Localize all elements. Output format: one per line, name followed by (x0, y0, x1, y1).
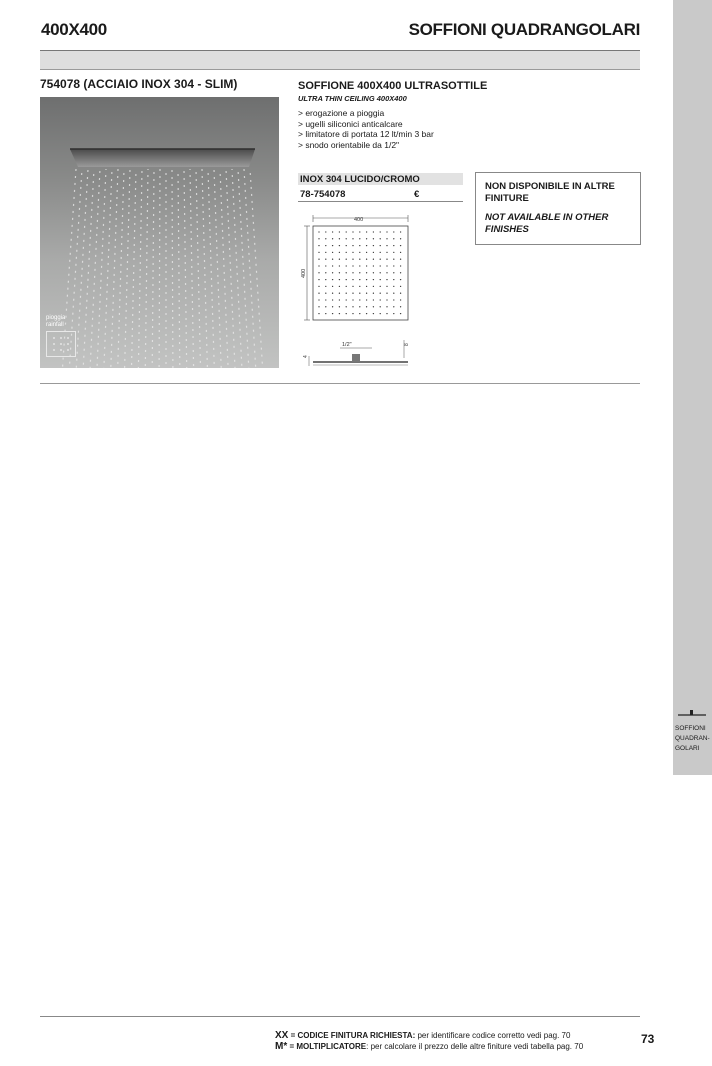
side-label-line: GOLARI (675, 745, 700, 752)
nozzle-dot (380, 293, 381, 294)
photo-caption-en: rainfall (46, 322, 64, 328)
feature-list (298, 108, 434, 150)
nozzle-dot (393, 286, 394, 287)
water-stream (172, 169, 173, 368)
section-divider (40, 383, 640, 384)
nozzle-dot (400, 313, 401, 314)
nozzle-dot (400, 252, 401, 253)
footer-notes (275, 1030, 583, 1052)
nozzle-dot (400, 279, 401, 280)
nozzle-dot (366, 286, 367, 287)
nozzle-dot (325, 272, 326, 273)
nozzle-dot (318, 293, 319, 294)
nozzle-dot (339, 238, 340, 239)
footnote-xx-key: XX (275, 1030, 289, 1041)
water-stream (132, 169, 137, 368)
nozzle-dot (332, 238, 333, 239)
nozzle-dot (380, 306, 381, 307)
nozzle-dot (359, 306, 360, 307)
nozzle-dot (318, 306, 319, 307)
nozzle-dot (373, 238, 374, 239)
footnote-m-label: = MOLTIPLICATORE (287, 1042, 367, 1051)
nozzle-dot (380, 299, 381, 300)
nozzle-dot (346, 231, 347, 232)
side-index-bar (673, 0, 712, 775)
header-band (40, 51, 640, 70)
nozzle-dot (346, 306, 347, 307)
water-stream (232, 169, 242, 368)
notice-english: NOT AVAILABLE IN OTHER FINISHES (485, 212, 609, 235)
water-stream (190, 169, 194, 368)
nozzle-dot (332, 299, 333, 300)
water-stream (220, 169, 228, 368)
nozzle-dot (339, 306, 340, 307)
nozzle-dot (400, 259, 401, 260)
nozzle-dot (359, 231, 360, 232)
nozzle-dot (393, 238, 394, 239)
nozzle-dot (366, 265, 367, 266)
side-label-line: QUADRAN- (675, 735, 710, 742)
nozzle-dot (318, 238, 319, 239)
nozzle-dot (346, 313, 347, 314)
nozzle-dot (346, 272, 347, 273)
water-stream (238, 169, 249, 368)
nozzle-dot (318, 231, 319, 232)
nozzle-dot (393, 313, 394, 314)
nozzle-dot (325, 313, 326, 314)
price-symbol: € (414, 189, 420, 200)
nozzle-dot (373, 259, 374, 260)
nozzle-dot (339, 299, 340, 300)
nozzle-dot (393, 231, 394, 232)
water-stream (125, 169, 130, 368)
nozzle-dot (325, 279, 326, 280)
water-stream (76, 169, 88, 368)
nozzle-dot (400, 245, 401, 246)
water-stream (111, 169, 118, 368)
nozzle-dot (393, 252, 394, 253)
nozzle-dot (400, 238, 401, 239)
nozzle-dot (373, 286, 374, 287)
nozzle-dot (366, 252, 367, 253)
dim-connector-label: 1/2" (342, 342, 352, 348)
nozzle-dot (366, 272, 367, 273)
water-stream (196, 169, 201, 368)
nozzle-dot (373, 272, 374, 273)
nozzle-dot (386, 245, 387, 246)
nozzle-dot (359, 238, 360, 239)
nozzle-dot (359, 272, 360, 273)
nozzle-dot (352, 238, 353, 239)
nozzle-dot (393, 259, 394, 260)
nozzle-dot (339, 272, 340, 273)
nozzle-dot (332, 313, 333, 314)
nozzle-dot (318, 299, 319, 300)
nozzle-dot (346, 286, 347, 287)
nozzle-dot (366, 313, 367, 314)
nozzle-dot (332, 252, 333, 253)
nozzle-dot (352, 231, 353, 232)
nozzle-dot (325, 286, 326, 287)
shower-head-icon (676, 708, 708, 718)
nozzle-dot (373, 293, 374, 294)
footer-divider (40, 1016, 640, 1017)
nozzle-dot (386, 299, 387, 300)
footnote-finish-code (275, 1030, 583, 1041)
nozzle-dot (346, 279, 347, 280)
nozzle-dot (393, 279, 394, 280)
page-size-title: 400X400 (41, 20, 107, 39)
water-stream (97, 169, 106, 368)
nozzle-dot (332, 286, 333, 287)
nozzle-dot (380, 279, 381, 280)
nozzle-dot (352, 299, 353, 300)
photo-caption-it: pioggia (46, 315, 66, 321)
dim-width-label: 400 (354, 217, 364, 223)
nozzle-dot (393, 306, 394, 307)
notice-italian: NON DISPONIBILE IN ALTRE FINITURE (485, 181, 615, 204)
nozzle-dot (386, 231, 387, 232)
nozzle-dot (332, 245, 333, 246)
availability-notice (475, 172, 641, 245)
nozzle-dot (359, 313, 360, 314)
nozzle-dot (352, 265, 353, 266)
nozzle-dot (332, 306, 333, 307)
rain-shower-illustration (40, 97, 279, 368)
nozzle-dot (325, 306, 326, 307)
nozzle-dot (346, 245, 347, 246)
nozzle-dot (380, 265, 381, 266)
nozzle-dot (339, 313, 340, 314)
nozzle-dot (380, 272, 381, 273)
technical-drawing (296, 212, 416, 372)
nozzle-dot (318, 286, 319, 287)
nozzle-dot (352, 306, 353, 307)
nozzle-dot (393, 265, 394, 266)
nozzle-dot (346, 265, 347, 266)
water-stream (178, 169, 180, 368)
water-stream (90, 169, 100, 368)
water-stream (152, 169, 154, 368)
footnote-m-text: : per calcolare il prezzo delle altre finiture vedi tabella pag. 70 (366, 1042, 584, 1051)
nozzle-dot (346, 293, 347, 294)
nozzle-dot (400, 265, 401, 266)
nozzle-dot (318, 313, 319, 314)
nozzle-dot (393, 293, 394, 294)
nozzle-dot (386, 265, 387, 266)
dim-thickness-label: 8 (404, 343, 410, 346)
nozzle-dot (339, 245, 340, 246)
nozzle-dot (386, 252, 387, 253)
nozzle-dot (318, 252, 319, 253)
nozzle-dot (332, 265, 333, 266)
nozzle-dot (352, 286, 353, 287)
nozzle-dot (325, 252, 326, 253)
nozzle-dot (332, 279, 333, 280)
nozzle-dot (366, 279, 367, 280)
nozzle-dot (373, 306, 374, 307)
nozzle-dot (339, 286, 340, 287)
nozzle-dot (373, 245, 374, 246)
nozzle-dot (332, 272, 333, 273)
nozzle-dot (339, 231, 340, 232)
footnote-m-key: M* (275, 1041, 288, 1052)
water-stream (226, 169, 235, 368)
nozzle-dot (380, 259, 381, 260)
nozzle-dot (352, 272, 353, 273)
nozzle-dot (386, 306, 387, 307)
page-number: 73 (641, 1032, 655, 1046)
nozzle-dot (400, 306, 401, 307)
nozzle-dot (318, 272, 319, 273)
nozzle-dot (325, 259, 326, 260)
nozzle-dot (366, 293, 367, 294)
water-stream (250, 169, 263, 368)
nozzle-dot (325, 245, 326, 246)
dim-height-label: 400 (301, 268, 307, 278)
article-code: 78-754078 (300, 189, 346, 200)
nozzle-dot (373, 299, 374, 300)
nozzle-dot (359, 259, 360, 260)
nozzle-dot (318, 245, 319, 246)
nozzle-dot (346, 238, 347, 239)
nozzle-dot (325, 299, 326, 300)
nozzle-dot (380, 252, 381, 253)
nozzle-dot (352, 252, 353, 253)
finish-label: INOX 304 LUCIDO/CROMO (300, 174, 420, 185)
nozzle-dot (386, 293, 387, 294)
water-stream (145, 169, 148, 368)
water-stream (104, 169, 112, 368)
nozzle-dot (318, 259, 319, 260)
nozzle-dot (346, 252, 347, 253)
nozzle-dot (373, 252, 374, 253)
footnote-xx-label: = CODICE FINITURA RICHIESTA: (288, 1031, 416, 1040)
nozzle-dot (400, 293, 401, 294)
nozzle-dot (380, 286, 381, 287)
nozzle-dot (339, 259, 340, 260)
nozzle-dot (380, 238, 381, 239)
page-category-title: SOFFIONI QUADRANGOLARI (408, 20, 640, 39)
footnote-multiplier (275, 1041, 583, 1052)
nozzle-dot (380, 231, 381, 232)
side-label-line: SOFFIONI (675, 725, 706, 732)
feature-item: > erogazione a pioggia (298, 108, 385, 118)
nozzle-dot (352, 259, 353, 260)
water-stream (214, 169, 221, 368)
nozzle-dot (359, 252, 360, 253)
nozzle-dot (386, 279, 387, 280)
water-stream (208, 169, 214, 368)
nozzle-dot (393, 272, 394, 273)
nozzle-dot (366, 231, 367, 232)
nozzle-dot (366, 299, 367, 300)
nozzle-dot (359, 293, 360, 294)
water-stream (244, 169, 256, 368)
nozzle-dot (332, 293, 333, 294)
nozzle-dot (352, 245, 353, 246)
nozzle-dot (332, 231, 333, 232)
side-section-label[interactable] (675, 724, 711, 754)
nozzle-dot (359, 265, 360, 266)
nozzle-dot (359, 245, 360, 246)
nozzle-dot (393, 299, 394, 300)
nozzle-dot (373, 279, 374, 280)
nozzle-dot (346, 259, 347, 260)
nozzle-dot (400, 286, 401, 287)
nozzle-dot (400, 299, 401, 300)
nozzle-dot (339, 252, 340, 253)
water-stream (138, 169, 142, 368)
feature-item: > snodo orientabile da 1/2" (298, 139, 400, 150)
nozzle-dot (366, 245, 367, 246)
nozzle-dot (386, 286, 387, 287)
product-photo (40, 97, 279, 368)
photo-caption (46, 315, 65, 329)
nozzle-dot (339, 279, 340, 280)
price-divider (298, 201, 463, 202)
water-stream (83, 169, 94, 368)
nozzle-dot (380, 313, 381, 314)
nozzle-dot (366, 306, 367, 307)
nozzle-dot (339, 265, 340, 266)
water-stream (202, 169, 207, 368)
footnote-xx-text: per identificare codice corretto vedi pag. 70 (415, 1031, 571, 1040)
dim-side-label: 4 (303, 355, 309, 358)
nozzle-dot (359, 299, 360, 300)
product-code-heading: 754078 (ACCIAIO INOX 304 - SLIM) (40, 77, 238, 91)
nozzle-dot (352, 293, 353, 294)
nozzle-dot (325, 265, 326, 266)
feature-item: > ugelli siliconici anticalcare (298, 118, 403, 129)
nozzle-dot (318, 279, 319, 280)
nozzle-dot (380, 245, 381, 246)
nozzle-dot (373, 231, 374, 232)
nozzle-dot (386, 272, 387, 273)
nozzle-dot (352, 279, 353, 280)
nozzle-dot (400, 231, 401, 232)
nozzle-dot (386, 238, 387, 239)
nozzle-dot (325, 238, 326, 239)
water-stream (159, 169, 160, 368)
nozzle-dot (386, 313, 387, 314)
nozzle-dot (325, 231, 326, 232)
nozzle-dot (332, 259, 333, 260)
nozzle-dot (386, 259, 387, 260)
nozzle-dot (373, 265, 374, 266)
nozzle-dot (373, 313, 374, 314)
nozzle-dot (359, 286, 360, 287)
nozzle-dot (318, 265, 319, 266)
nozzle-dot (400, 272, 401, 273)
nozzle-dot (393, 245, 394, 246)
nozzle-dot (352, 313, 353, 314)
product-title: SOFFIONE 400X400 ULTRASOTTILE (298, 80, 488, 92)
nozzle-dot (366, 259, 367, 260)
nozzle-dot (346, 299, 347, 300)
nozzle-dot (339, 293, 340, 294)
nozzle-dot (366, 238, 367, 239)
feature-item: > limitatore di portata 12 lt/min 3 bar (298, 129, 434, 139)
water-stream (184, 169, 187, 368)
product-subtitle: ULTRA THIN CEILING 400X400 (298, 94, 407, 103)
nozzle-dot (325, 293, 326, 294)
rainfall-pattern-icon (46, 331, 76, 357)
nozzle-dot (359, 279, 360, 280)
water-stream (118, 169, 124, 368)
